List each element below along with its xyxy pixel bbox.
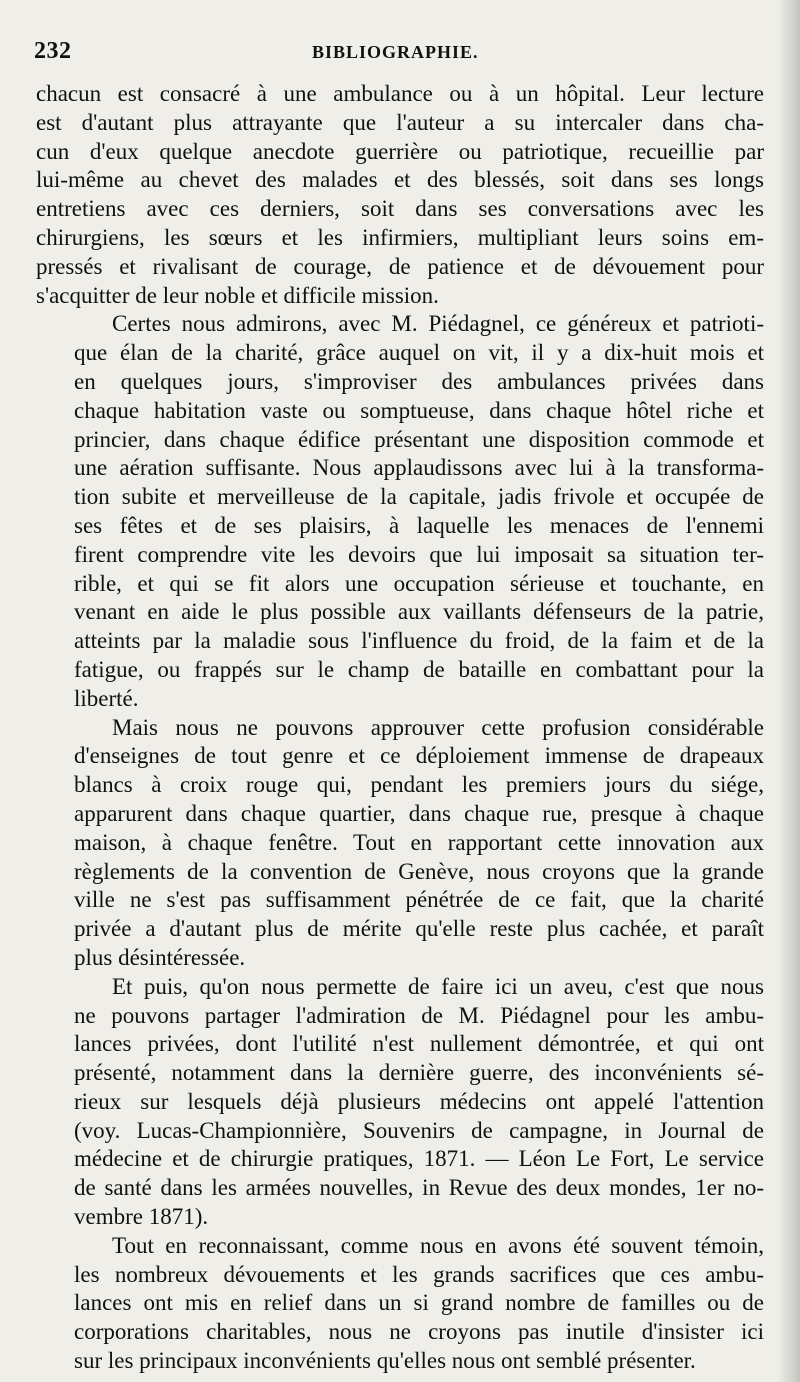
- text-line: chaque habitation vaste ou somptueuse, dans chaque hôtel riche et: [74, 397, 764, 423]
- text-line: rible, et qui se fit alors une occupation sérieuse et touchante, en: [74, 570, 764, 596]
- text-line: blancs à croix rouge qui, pendant les premiers jours du siége,: [74, 772, 764, 798]
- text-line: règlements de la convention de Genève, nous croyons que la grande: [74, 858, 764, 884]
- text-line: atteints par la maladie sous l'influence du froid, de la faim et de la: [74, 628, 764, 654]
- text-line: princier, dans chaque édifice présentant une disposition commode et: [74, 426, 764, 452]
- text-line: privée a d'autant plus de mérite qu'elle reste plus cachée, et paraît: [74, 916, 764, 942]
- page-edge-shadow: [778, 0, 800, 1382]
- text-line: une aération suffisante. Nous applaudissons avec lui à la transforma-: [74, 455, 764, 481]
- paragraph-5: [36, 1232, 764, 1376]
- text-line: (voy. Lucas-Championnière, Souvenirs de campagne, in Journal de: [74, 1117, 764, 1143]
- text-line: Et puis, qu'on nous permette de faire ici un aveu, c'est que nous: [112, 973, 764, 999]
- text-line: ses fêtes et de ses plaisirs, à laquelle les menaces de l'ennemi: [74, 512, 764, 538]
- text-line: ne pouvons partager l'admiration de M. Piédagnel pour les ambu-: [74, 1002, 764, 1028]
- text-line: pressés et rivalisant de courage, de patience et de dévouement pour: [36, 253, 764, 279]
- text-line: plus désintéressée.: [74, 944, 246, 970]
- text-line: cun d'eux quelque anecdote guerrière ou patriotique, recueillie par: [36, 138, 764, 164]
- text-line: médecine et de chirurgie pratiques, 1871. — Léon Le Fort, Le service: [74, 1146, 764, 1172]
- text-line: rieux sur lesquels déjà plusieurs médecins ont appelé l'attention: [74, 1088, 764, 1114]
- text-line: corporations charitables, nous ne croyons pas inutile d'insister ici: [74, 1319, 764, 1345]
- text-line: que élan de la charité, grâce auquel on vit, il y a dix-huit mois et: [74, 340, 764, 366]
- text-line: apparurent dans chaque quartier, dans chaque rue, presque à chaque: [74, 800, 764, 826]
- text-line: Certes nous admirons, avec M. Piédagnel, ce généreux et patrioti-: [112, 311, 764, 337]
- text-line: Tout en reconnaissant, comme nous en avons été souvent témoin,: [112, 1232, 764, 1258]
- text-line: s'acquitter de leur noble et difficile mission.: [36, 282, 439, 308]
- text-line: chirurgiens, les sœurs et les infirmiers, multipliant leurs soins em-: [36, 224, 764, 250]
- page-number: 232: [34, 38, 72, 64]
- text-line: chacun est consacré à une ambulance ou à un hôpital. Leur lecture: [36, 81, 764, 106]
- text-line: lances privées, dont l'utilité n'est nullement démontrée, et qui ont: [74, 1031, 764, 1057]
- text-line: Mais nous ne pouvons approuver cette profusion considérable: [112, 714, 764, 740]
- text-line: lui-même au chevet des malades et des blessés, soit dans ses longs: [36, 167, 764, 193]
- text-line: lances ont mis en relief dans un si grand nombre de familles ou de: [74, 1290, 764, 1316]
- text-line: de santé dans les armées nouvelles, in Revue des deux mondes, 1er no-: [74, 1175, 764, 1201]
- text-line: les nombreux dévouements et les grands sacrifices que ces ambu-: [74, 1261, 764, 1287]
- text-line: est d'autant plus attrayante que l'auteur a su intercaler dans cha-: [36, 109, 764, 135]
- paragraph-3: [36, 714, 764, 973]
- text-line: firent comprendre vite les devoirs que lui imposait sa situation ter-: [74, 541, 764, 567]
- body-text: [36, 80, 764, 1376]
- text-line: présenté, notamment dans la dernière guerre, des inconvénients sé-: [74, 1060, 764, 1086]
- text-line: tion subite et merveilleuse de la capitale, jadis frivole et occupée de: [74, 484, 764, 510]
- page-header: [34, 38, 764, 72]
- text-line: maison, à chaque fenêtre. Tout en rapportant cette innovation aux: [74, 829, 764, 855]
- paragraph-2: [36, 310, 764, 713]
- text-line: liberté.: [74, 685, 139, 711]
- text-line: venant en aide le plus possible aux vaillants défenseurs de la patrie,: [74, 599, 764, 625]
- running-head: BIBLIOGRAPHIE.: [312, 42, 479, 62]
- text-line: ville ne s'est pas suffisamment pénétrée de ce fait, que la charité: [74, 887, 764, 913]
- text-line: d'enseignes de tout genre et ce déploiement immense de drapeaux: [74, 743, 764, 769]
- text-line: fatigue, ou frappés sur le champ de bataille en combattant pour la: [74, 656, 764, 682]
- paragraph-1: [36, 80, 764, 310]
- paragraph-4: [36, 973, 764, 1232]
- text-line: en quelques jours, s'improviser des ambulances privées dans: [74, 368, 764, 394]
- text-line: entretiens avec ces derniers, soit dans ses conversations avec les: [36, 196, 764, 222]
- text-line: vembre 1871).: [74, 1204, 209, 1230]
- text-line: sur les principaux inconvénients qu'elles nous ont semblé présenter.: [74, 1348, 696, 1374]
